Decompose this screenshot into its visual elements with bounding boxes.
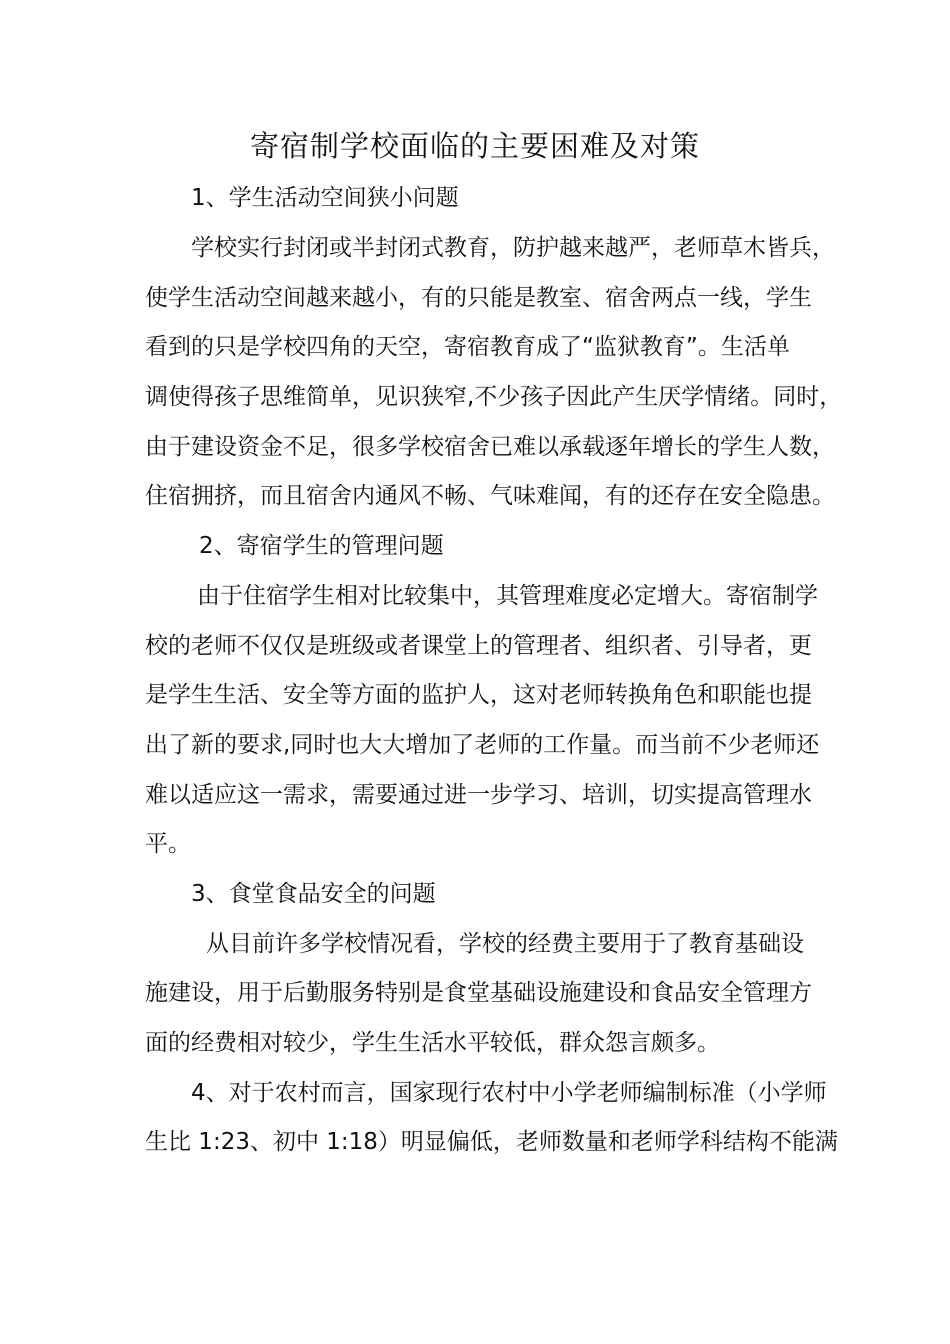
paragraph-line: 调使得孩子思维简单，见识狭窄,不少孩子因此产生厌学情绪。同时， [145, 384, 843, 410]
paragraph-line: 看到的只是学校四角的天空，寄宿教育成了“监狱教育”。生活单 [145, 334, 790, 360]
paragraph-line: 难以适应这一需求，需要通过进一步学习、培训，切实提高管理水 [145, 782, 812, 808]
page-title: 寄宿制学校面临的主要困难及对策 [249, 129, 700, 163]
paragraph-line: 出了新的要求,同时也大大增加了老师的工作量。而当前不少老师还 [145, 732, 820, 758]
section-heading: 3、食堂食品安全的问题 [191, 881, 436, 907]
paragraph-line: 使学生活动空间越来越小，有的只能是教室、宿舍两点一线，学生 [145, 285, 812, 311]
paragraph-line: 学校实行封闭或半封闭式教育，防护越来越严，老师草木皆兵， [191, 235, 835, 261]
paragraph-line: 由于住宿学生相对比较集中，其管理难度必定增大。寄宿制学 [197, 583, 818, 609]
paragraph-line: 生比 1:23、初中 1:18）明显偏低，老师数量和老师学科结构不能满 [145, 1129, 838, 1155]
paragraph-line: 住宿拥挤，而且宿舍内通风不畅、气味难闻，有的还存在安全隐患。 [145, 483, 835, 509]
paragraph-line: 校的老师不仅仅是班级或者课堂上的管理者、组织者、引导者，更 [145, 633, 812, 659]
paragraph-line: 4、对于农村而言，国家现行农村中小学老师编制标准（小学师 [191, 1080, 827, 1106]
paragraph-line: 由于建设资金不足，很多学校宿舍已难以承载逐年增长的学生人数， [145, 434, 835, 460]
section-heading: 2、寄宿学生的管理问题 [199, 533, 444, 559]
paragraph-line: 施建设，用于后勤服务特别是食堂基础设施建设和食品安全管理方 [145, 980, 812, 1006]
section-heading: 1、学生活动空间狭小问题 [191, 185, 459, 211]
paragraph-line: 平。 [145, 831, 191, 857]
paragraph-line: 从目前许多学校情况看，学校的经费主要用于了教育基础设 [206, 931, 804, 957]
paragraph-line: 面的经费相对较少，学生生活水平较低，群众怨言颇多。 [145, 1030, 720, 1056]
paragraph-line: 是学生生活、安全等方面的监护人，这对老师转换角色和职能也提 [145, 682, 812, 708]
